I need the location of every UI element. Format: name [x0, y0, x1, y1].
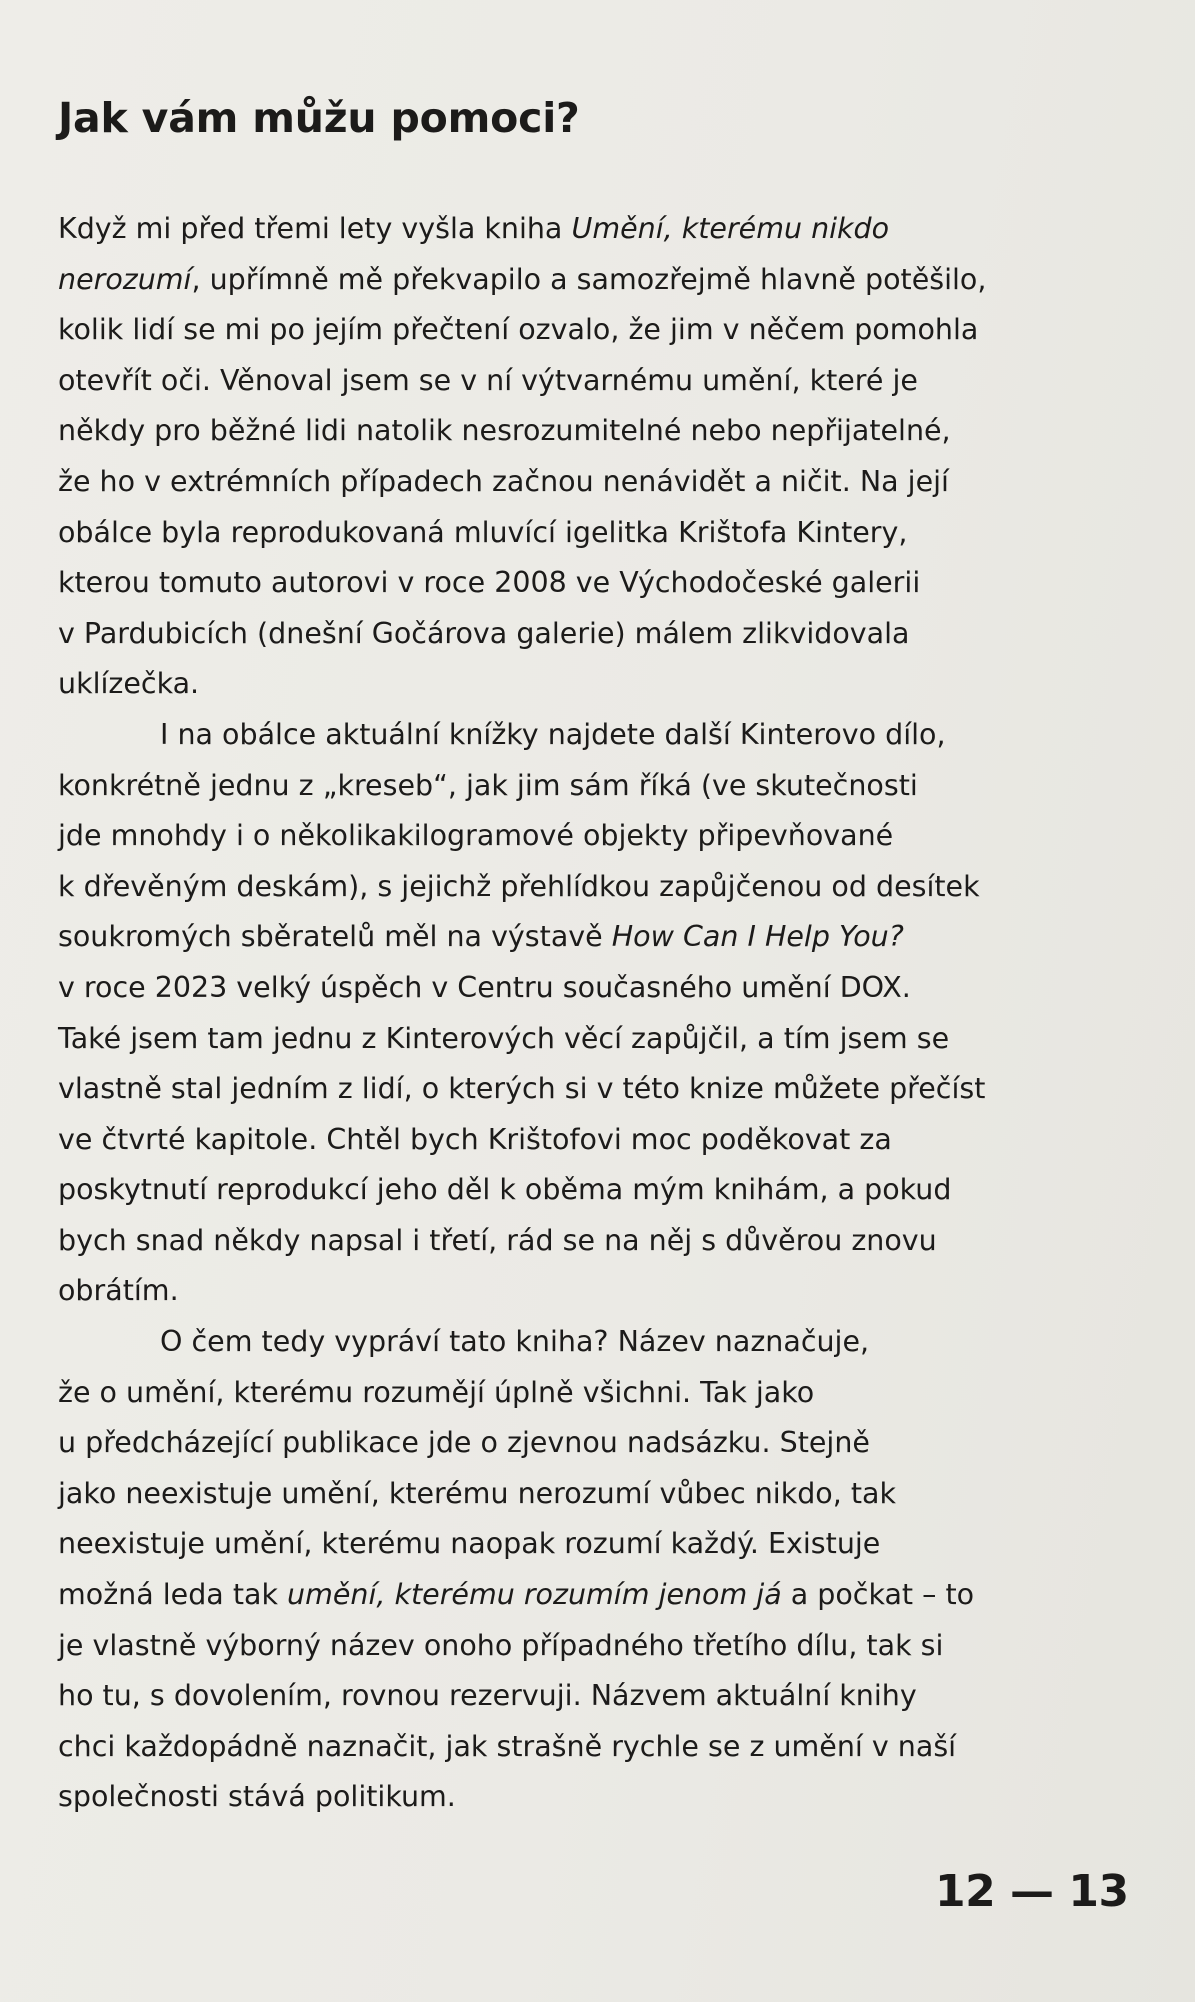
text-line: O čem tedy vypráví tato kniha? Název naznačuje, — [160, 1325, 870, 1359]
text-line: že ho v extrémních případech začnou nenávidět a ničit. Na její — [58, 464, 949, 498]
text-line: jako neexistuje umění, kterému nerozumí vůbec nikdo, tak — [58, 1476, 897, 1510]
text-line: Když mi před třemi lety vyšla kniha Umění, kterému nikdo — [58, 212, 890, 245]
text-line: chci každopádně naznačit, jak strašně rychle se z umění v naší — [58, 1729, 957, 1763]
text-line: poskytnutí reprodukcí jeho děl k oběma mým knihám, a pokud — [58, 1173, 952, 1207]
text-line: kterou tomuto autorovi v roce 2008 ve Východočeské galerii — [58, 566, 921, 600]
text-line: společnosti stává politikum. — [58, 1780, 456, 1814]
text-line: obrátím. — [58, 1274, 179, 1308]
text-line: u předcházející publikace jde o zjevnou nadsázku. Stejně — [58, 1426, 870, 1460]
future-title-emphasis: umění, kterému rozumím jenom já — [287, 1578, 782, 1612]
exhibition-title-emphasis: How Can I Help You? — [611, 920, 904, 954]
text-line: že o umění, kterému rozumějí úplně všichni. Tak jako — [58, 1375, 815, 1409]
book-title-emphasis: nerozumí — [58, 262, 192, 296]
paragraph-2 — [58, 710, 1148, 1317]
text-line: někdy pro běžné lidi natolik nesrozumitelné nebo nepřijatelné, — [58, 414, 951, 448]
text-line: uklízečka. — [58, 667, 200, 701]
text-line: obálce byla reprodukovaná mluvící igelitka Krištofa Kintery, — [58, 515, 908, 549]
text-line: neexistuje umění, kterému naopak rozumí každý. Existuje — [58, 1527, 881, 1561]
page-numbers: 12 — 13 — [935, 1866, 1129, 1917]
text-line: konkrétně jednu z „kreseb“, jak jim sám říká (ve skutečnosti — [58, 768, 918, 802]
paragraph-1 — [58, 204, 1148, 710]
text-line: kolik lidí se mi po jejím přečtení ozvalo, že jim v něčem pomohla — [58, 313, 979, 347]
text-line: I na obálce aktuální knížky najdete další Kinterovo dílo, — [160, 717, 946, 751]
text-line: je vlastně výborný název onoho případného třetího dílu, tak si — [58, 1628, 944, 1662]
book-title-emphasis: Umění, kterému nikdo — [571, 212, 890, 245]
text-line: otevřít oči. Věnoval jsem se v ní výtvarnému umění, které je — [58, 363, 918, 397]
text-line: v roce 2023 velký úspěch v Centru současného umění DOX. — [58, 970, 911, 1004]
text-line: nerozumí, upřímně mě překvapilo a samozřejmě hlavně potěšilo, — [58, 262, 987, 296]
text-line: ve čtvrté kapitole. Chtěl bych Krištofovi moc poděkovat za — [58, 1122, 892, 1156]
paragraph-3 — [58, 1317, 1148, 1823]
text-line: v Pardubicích (dnešní Gočárova galerie) málem zlikvidovala — [58, 616, 910, 650]
text-line: k dřevěným deskám), s jejichž přehlídkou zapůjčenou od desítek — [58, 869, 980, 903]
chapter-body — [58, 204, 1148, 1823]
chapter-heading: Jak vám můžu pomoci? — [58, 94, 580, 142]
text-line: soukromých sběratelů měl na výstavě How Can I Help You? — [58, 920, 904, 954]
text-line: Také jsem tam jednu z Kinterových věcí zapůjčil, a tím jsem se — [58, 1021, 950, 1055]
text-line: bych snad někdy napsal i třetí, rád se na něj s důvěrou znovu — [58, 1223, 937, 1257]
text-line: jde mnohdy i o několikakilogramové objekty připevňované — [58, 819, 894, 853]
text-line: vlastně stal jedním z lidí, o kterých si v této knize můžete přečíst — [58, 1072, 986, 1106]
text-line: možná leda tak umění, kterému rozumím jenom já a počkat – to — [58, 1578, 975, 1612]
text-line: ho tu, s dovolením, rovnou rezervuji. Názvem aktuální knihy — [58, 1679, 917, 1713]
